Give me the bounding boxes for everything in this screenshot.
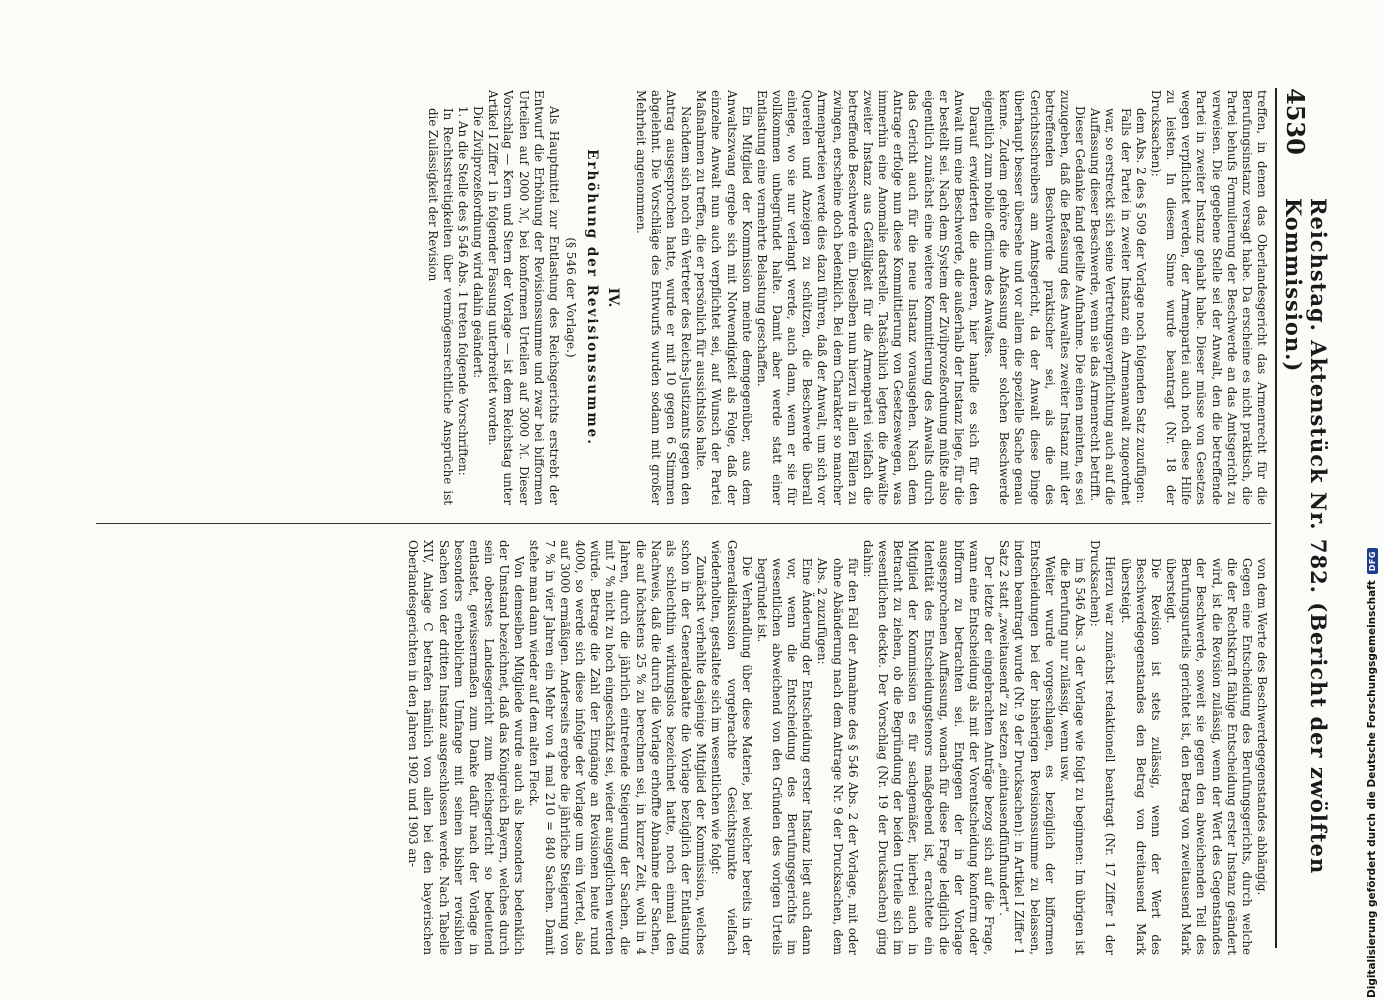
paragraph: Zunächst verhehlte dasjenige Mitglied der Kommission, welches schon in der Generaldebatte die Vorlage bezüglich der Entlastung als schlechthin wirkungslos bezeichnet hatte, noch einmal den Nachweis, daß die durch die Vorlage erhoffte Abnahme der Sachen, die auf höchstens 25 % zu berechnen sei, in kurzer Zeit, wohl in 4 Jahren, durch die jährlich eintretende Steigerung der Sachen, die mit 7 % nicht zu hoch eingeschätzt sei, wieder ausgeglichen werden würde. Betrage die Zahl der Eingänge an Revisionen heute rund 4000, so werde sich diese infolge der Vorlage um ein Viertel, also auf 3000 ermäßigen. Anderseits ergebe die jährliche Steigerung von 7 % in vier Jahren ein Mehr von 4 mal 210 = 840 Sachen. Damit stehe man dann wieder auf dem alten Fleck. [527, 540, 709, 955]
paragraph: für den Fall der Annahme des § 546 Abs. 2 der Vorlage, mit oder ohne Abänderung nach dem Antrage Nr. 9 der Drucksachen, dem Abs. 2 zuzufügen: [815, 558, 860, 955]
digitization-credit [1359, 551, 1383, 1000]
paragraph: Nachdem sich noch ein Vertreter des Reichs-Justizamts gegen den Antrag ausgesprochen hatte, wurde er mit 10 gegen 6 Stimmen abgelehnt. Die Vorschläge des Entwurfs wurden sodann mit großer Mehrheit angenommen. [633, 90, 694, 505]
paragraph: Ein Mitglied der Kommission meinte demgegenüber, aus dem Anwaltszwang ergebe sich mit Notwendigkeit als Folge, daß der einzelne Anwalt nun auch verpflichtet sei, auf Wunsch der Partei Maßnahmen zu treffen, die er persönlich für aussichtslos halte. [694, 90, 754, 505]
paragraph: treffen, in denen das Oberlandesgericht das Armenrecht für die Berufungsinstanz versagt habe. Da erscheine es nicht praktisch, die Partei behufs Formulierung der Beschwerde an das Amtsgericht zu verweisen. Die gegebene Stelle sei der Anwalt, den die betreffende Partei in zweiter Instanz gehabt habe. Dieser müsse von Gesetzes wegen verpflichtet werden, der Armenpartei auch noch diese Hilfe zu leisten. In diesem Sinne wurde beantragt (Nr. 18 der Drucksachen): [1148, 90, 1269, 505]
paragraph: Eine Änderung der Entscheidung erster Instanz liegt auch dann vor, wenn die Entscheidung des Berufungsgerichts im wesentlichen abweichend von den Gründen des vorigen Urteils begründet ist. [754, 558, 815, 955]
page-header [1275, 88, 1331, 948]
paragraph: Von demselben Mitgliede wurde auch als besonders bedenklich der Umstand bezeichnet, daß das Königreich Bayern, welches durch sein oberstes Landesgericht zum Reichsgericht so bedeutend entlastet, gewissermaßen zum Danke dafür nach der Vorlage in besonders erheblichem Umfange mit seinen bisher revisiblen Sachen von der dritten Instanz ausgeschlossen werde. Nach Tabelle XIV, Anlage C betrafen nämlich von allen bei den bayerischen Oberlandesgerichten in den Jahren 1902 und 1903 an- [406, 540, 527, 955]
section-heading: Erhöhung der Revisionssumme. [584, 149, 601, 446]
paragraph: Darauf erwiderten die anderen, hier handle es sich für den Anwalt um eine Beschwerde, die außerhalb der Instanz liege, für die er bestellt sei. Nach dem System der Zivilprozeßordnung müßte also eigentlich zunächst eine weitere Kommittierung des Anwalts durch das Gericht auch für die neue Instanz vorausgehen. Nach dem Antrage erfolge nun diese Kommittierung von Gesetzeswegen, was immerhin eine Anomalie darstelle. Tatsächlich legten die Anwälte zweiter Instanz aus Gefälligkeit für die Armenpartei vielfach die betreffende Beschwerde ein. Dieselben nun hierzu in allen Fällen zu zwingen, erscheine doch bedenklich. Bei dem Charakter so mancher Armenparteien werde dies dazu führen, daß der Anwalt, um sich vor Querelen und Anzeigen zu schützen, die Beschwerde überall einlege, wo sie nur verlangt werde, auch dann, wenn er sie für vollkommen unbegründet halte. Damit aber werde statt einer Entlastung eine vermehrte Belastung geschaffen. [754, 90, 982, 505]
credit-text: Digitalisierung gefördert durch die Deutsche Forschungsgemeinschaft [1366, 580, 1378, 998]
section-number: IV. [605, 287, 622, 308]
paragraph: Die Zivilprozeßordnung wird dahin geändert: [471, 106, 486, 379]
paragraph: Gegen eine Entscheidung des Berufungsgerichts, durch welche die der Rechtskraft fähige Entscheidung erster Instanz geändert wird, ist die Revision zulässig, wenn der Wert des Gegenstandes der Beschwerde, soweit sie gegen den abweichenden Teil des Berufungsurteils gerichtet ist, den Betrag von zweitausend Mark übersteigt. [1164, 558, 1254, 955]
dfg-logo-icon: DFG [1367, 548, 1378, 574]
paragraph: In Rechtsstreitigkeiten über vermögensrechtliche Ansprüche ist die Zulässigkeit der Revision [425, 108, 455, 505]
paragraph: im § 546 Abs. 3 der Vorlage wie folgt zu beginnen: Im übrigen ist die Berufung nur zulässig, wenn usw. [1057, 558, 1088, 955]
running-head: Reichstag. Aktenstück Nr. 782. (Bericht der zwölften Kommission.) [1281, 198, 1331, 875]
paragraph: Die Revision ist stets zulässig, wenn der Wert des Beschwerdegegenstandes den Betrag von dreitausend Mark übersteigt. [1118, 558, 1163, 955]
paragraph: 1. An die Stelle des § 546 Abs. 1 treten folgende Vorschriften: [456, 106, 471, 476]
column-divider [96, 523, 1271, 524]
paragraph: Die Verhandlung über diese Materie, bei welcher bereits in der Generaldiskussion vorgebrachte Gesichtspunkte vielfach wiederholten, gestaltete sich im wesentlichen wie folgt: [709, 540, 754, 955]
paragraph: von dem Werte des Beschwerdegegenstandes abhängig. [1255, 558, 1269, 896]
paragraph: dem Abs. 2 des § 509 der Vorlage noch folgenden Satz zuzufügen: [1133, 108, 1148, 504]
paragraph: Dieser Gedanke fand geteilte Aufnahme. Die einen meinten, es sei zuzugeben, daß die Befassung des Anwaltes zweiter Instanz mit der betreffenden Beschwerde praktischer sei, als die des Gerichtsschreibers am Amtsgericht, da der Anwalt diese Dinge überhaupt besser übersehe und vor allem die spezielle Sache genau kenne. Zudem gehöre die Abfassung einer solchen Beschwerde eigentlich zum nobile officium des Anwaltes. [982, 90, 1088, 505]
paragraph: Als Hauptmittel zur Entlastung des Reichsgerichts erstrebt der Entwurf die Erhöhung der Revisionssumme und zwar bei bifformen Urteilen auf 2000 ℳ, bei konformen Urteilen auf 3000 ℳ. Dieser Vorschlag — Kern und Stern der Vorlage — ist dem Reichstag unter Artikel I Ziffer 1 in folgender Fassung unterbreitet worden. [486, 90, 561, 505]
right-column [99, 540, 1269, 955]
section-subheading: (§ 546 der Vorlage.) [564, 237, 579, 358]
paragraph: Weiter wurde vorgeschlagen, es bezüglich der bifformen Entscheidungen bei der bisherigen Revisionssumme zu belassen, indem beantragt wurde (Nr. 9 der Drucksachen): in Artikel I Ziffer 1 Satz 2 statt „zweitausend“ zu setzen „eintausendfünfhundert“. [997, 540, 1057, 955]
paragraph: Hierzu war zunächst redaktionell beantragt (Nr. 17 Ziffer 1 der Drucksachen): [1088, 540, 1118, 955]
paragraph: Der letzte der eingebrachten Anträge bezog sich auf die Frage, wann eine Entscheidung als mit der Vorentscheidung konform oder bifform zu betrachten sei. Entgegen der in der Vorlage ausgesprochenen Auffassung, wonach für diese Frage lediglich die Identität des Entscheidungstenors maßgebend ist, erachtete ein Mitglied der Kommission es für sachgemäßer, hierbei auch in Betracht zu ziehen, ob die Begründung der beiden Urteile sich im wesentlichen deckte. Der Vorschlag (Nr. 19 der Drucksachen) ging dahin: [860, 540, 997, 955]
paragraph: Falls der Partei in zweiter Instanz ein Armenanwalt zugeordnet war, so erstreckt sich seine Vertretungsverpflichtung auch auf die Auffassung dieser Beschwerde, wenn sie das Armenrecht betrifft. [1088, 108, 1133, 505]
left-column [99, 90, 1269, 505]
page-number: 4530 [1281, 88, 1310, 155]
